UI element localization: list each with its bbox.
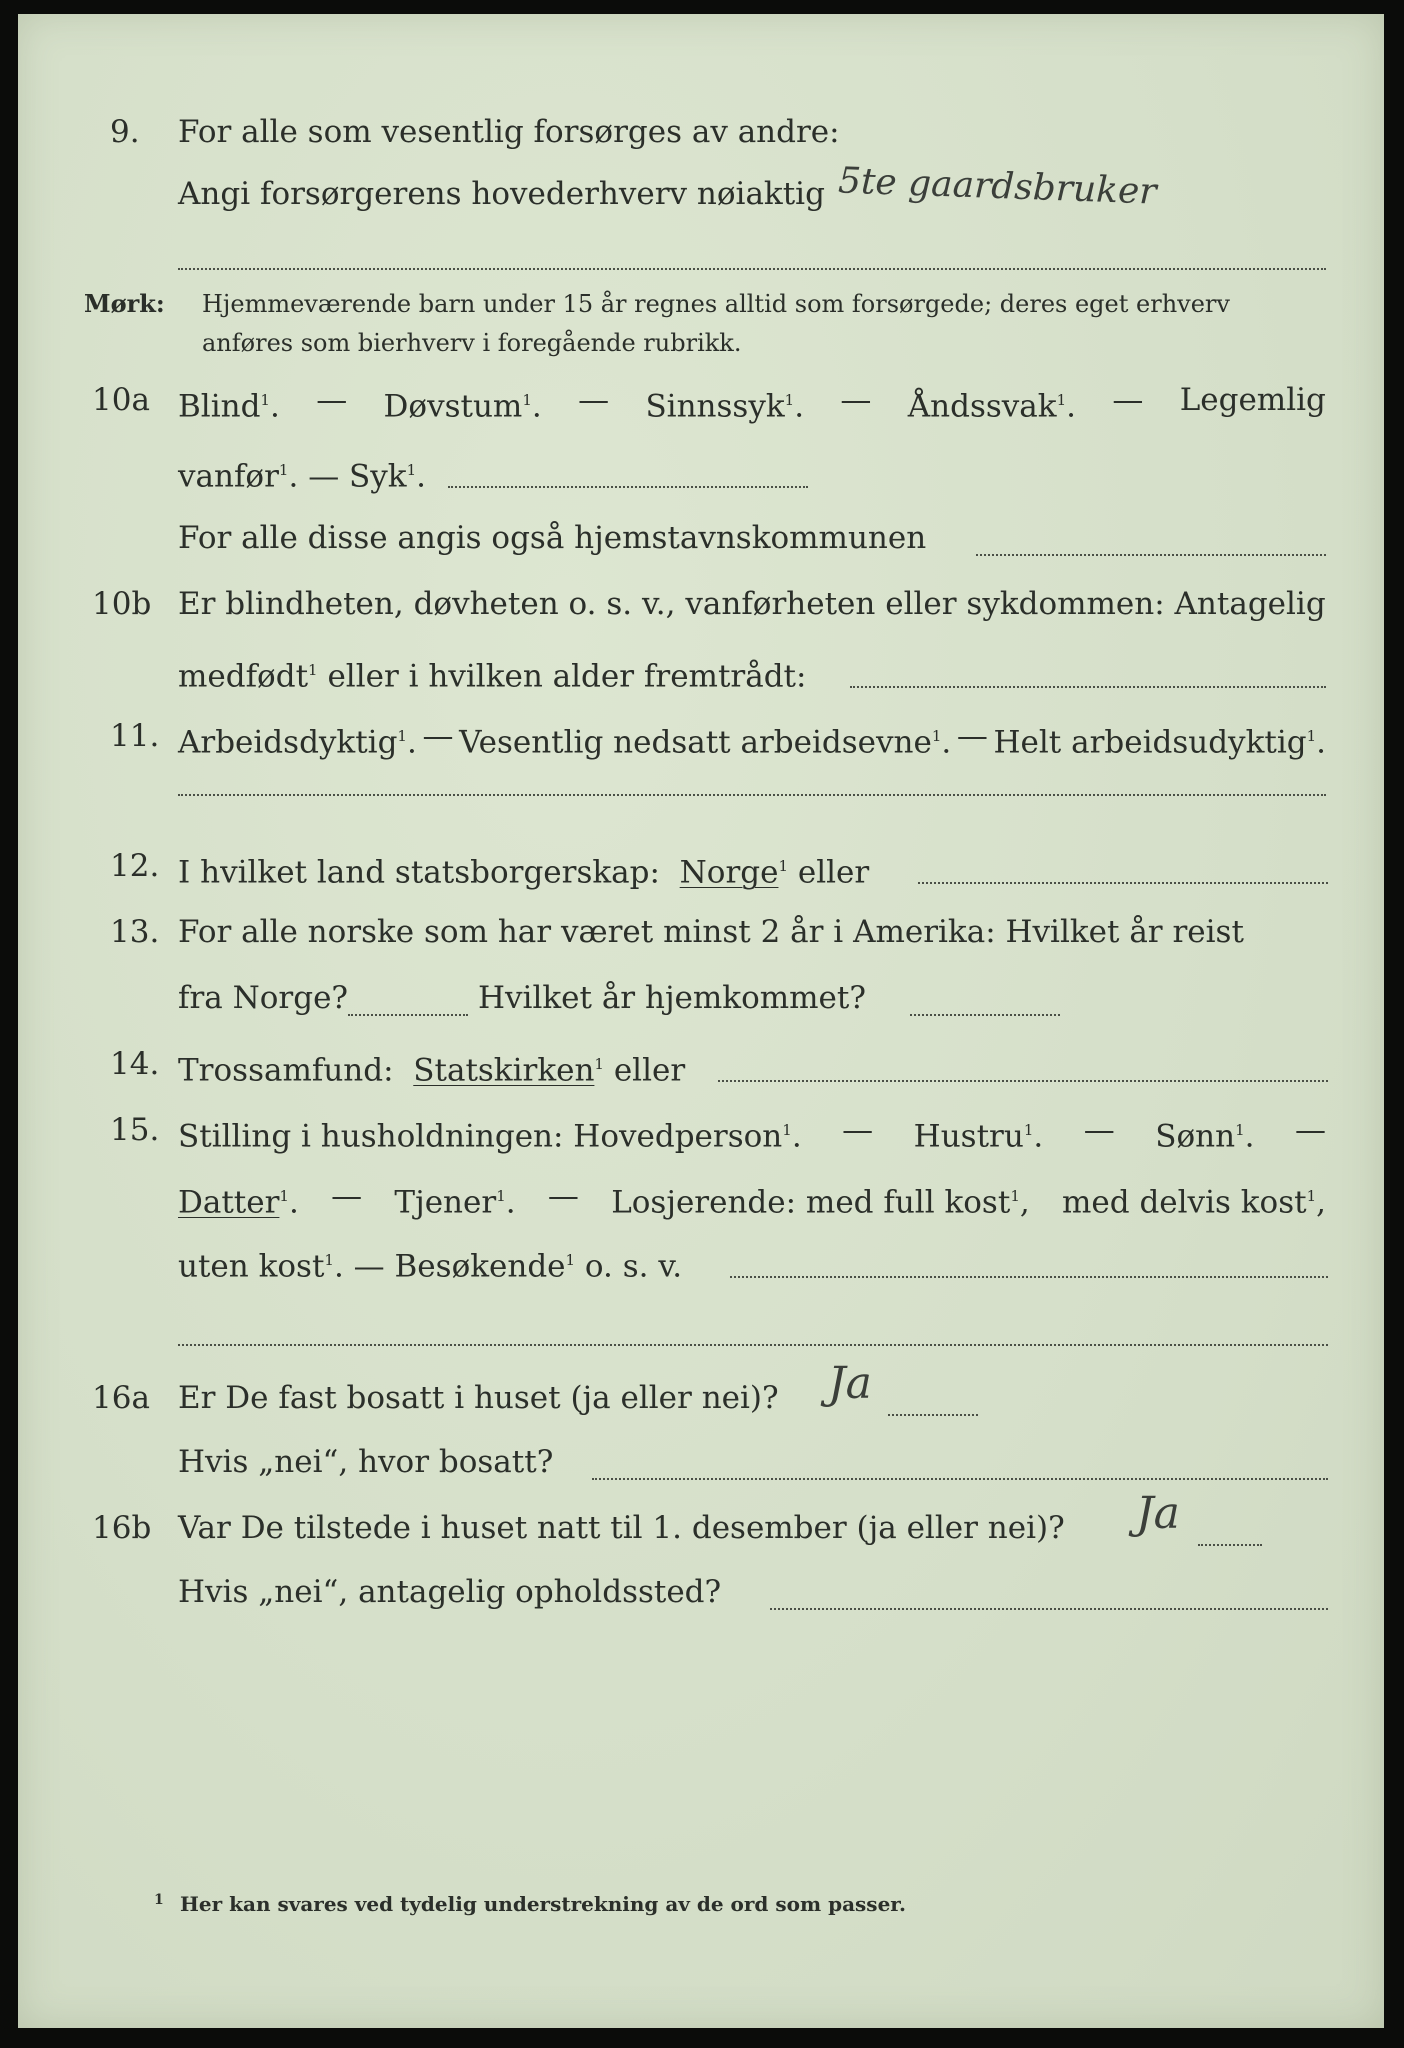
- dash: —: [353, 1248, 385, 1285]
- dash: —: [316, 382, 348, 418]
- item-13-line2b: Hvilket år hjemkommet?: [478, 980, 866, 1016]
- item-16b-number: 16b: [92, 1510, 152, 1546]
- option-hustru: Hustru: [913, 1118, 1024, 1155]
- dash: —: [842, 1112, 874, 1148]
- option-uten-kost: uten kost: [178, 1248, 325, 1285]
- item-16a-blank-line-2: [592, 1478, 1328, 1480]
- item-9-line1: For alle som vesentlig forsørges av andre:: [178, 114, 840, 150]
- footnote-mark: 1: [154, 1892, 164, 1908]
- item-10a-line1: Blind$^1$. — Døvstum$^1$. — Sinnssyk$^1$. — Åndssvak$^1$. — Legemlig: [178, 382, 1326, 425]
- osv-label: o. s. v.: [584, 1248, 683, 1285]
- option-tjener: Tjener: [394, 1184, 497, 1221]
- dash: —: [578, 382, 610, 418]
- item-10a-blank-line: [448, 486, 808, 488]
- option-nedsatt: Vesentlig nedsatt arbeidsevne: [459, 724, 932, 761]
- footnote-text: Her kan svares ved tydelig understrekning av de ord som passer.: [180, 1892, 906, 1916]
- option-dovstum: Døvstum: [383, 388, 523, 425]
- dash: —: [956, 718, 988, 754]
- note-line1: Hjemmeværende barn under 15 år regnes alltid som forsørgede; deres eget erhverv: [202, 290, 1230, 318]
- dash: —: [308, 458, 340, 495]
- religion-question: Trossamfund:: [178, 1052, 394, 1089]
- footnote-mark: 1: [931, 727, 942, 745]
- footnote-mark: 1: [1306, 1187, 1317, 1205]
- item-16a-number: 16a: [92, 1380, 150, 1416]
- item-12-blank-line: [918, 882, 1328, 884]
- footnote-mark: 1: [308, 661, 318, 679]
- footnote-mark: 1: [1023, 1121, 1034, 1139]
- item-10b-number: 10b: [92, 586, 152, 622]
- item-16b-handwritten-answer: Ja: [1136, 1488, 1180, 1539]
- footnote-mark: 1: [782, 1121, 792, 1139]
- item-10a-number: 10a: [92, 382, 150, 418]
- footnote-mark: 1: [397, 727, 407, 745]
- dash: —: [1083, 1112, 1115, 1148]
- footnote-mark: 1: [1235, 1121, 1245, 1139]
- footnote-mark: 1: [324, 1251, 334, 1269]
- option-norge: Norge: [679, 854, 779, 891]
- option-sinnssyk: Sinnssyk: [645, 388, 785, 425]
- item-10b-blank-line: [850, 686, 1326, 688]
- footnote-mark: 1: [522, 391, 532, 409]
- option-blind: Blind: [178, 388, 261, 425]
- item-10b-line1: Er blindheten, døvheten o. s. v., vanførheten eller sykdommen: Antagelig: [178, 586, 1326, 622]
- dash: —: [331, 1178, 363, 1214]
- citizenship-question: I hvilket land statsborgerskap:: [178, 854, 660, 891]
- dash: —: [1294, 1112, 1326, 1148]
- footnote-mark: 1: [565, 1251, 576, 1269]
- option-syk: Syk: [349, 458, 407, 495]
- item-16a-line2: Hvis „nei“, hvor bosatt?: [178, 1444, 554, 1480]
- option-statskirken: Statskirken: [413, 1052, 595, 1089]
- item-9-number: 9.: [110, 114, 140, 150]
- option-medfodt: medfødt: [178, 658, 309, 695]
- item-13-line1: For alle norske som har været minst 2 år i Amerika: Hvilket år reist: [178, 914, 1244, 950]
- item-12-line: [178, 846, 869, 892]
- item-10a-blank-line-2: [976, 554, 1326, 556]
- item-16a-blank-line: [888, 1414, 978, 1416]
- item-12-number: 12.: [110, 848, 160, 884]
- footnote-mark: 1: [784, 391, 795, 409]
- option-arbeidsdyktig: Arbeidsdyktig: [178, 724, 398, 761]
- item-13-blank-line-1: [348, 1014, 468, 1016]
- item-11-line: Arbeidsdyktig$^1$. — Vesentlig nedsatt arbeidsevne$^1$. — Helt arbeidsudyktig$^1$.: [178, 718, 1326, 761]
- item-16a-line1: Er De fast bosatt i huset (ja eller nei)?: [178, 1380, 779, 1416]
- dash: —: [1112, 382, 1144, 418]
- item-14-line: [178, 1044, 685, 1090]
- item-9-handwritten-answer: 5te gaardsbruker: [837, 160, 1158, 213]
- age-question: eller i hvilken alder fremtrådt:: [327, 658, 807, 695]
- option-andssvak: Åndssvak: [907, 388, 1057, 425]
- footnote-mark: 1: [1010, 1187, 1020, 1205]
- footnote-mark: 1: [260, 391, 270, 409]
- option-vanfor: vanfør: [178, 458, 279, 495]
- option-besokende: Besøkende: [394, 1248, 566, 1285]
- item-10a-line3: For alle disse angis også hjemstavnskommunen: [178, 520, 927, 556]
- note-label: Mørk:: [84, 289, 165, 318]
- footnote-mark: 1: [594, 1055, 604, 1073]
- item-16a-handwritten-answer: Ja: [828, 1358, 872, 1409]
- footnote-mark: 1: [1306, 727, 1317, 745]
- household-position: Stilling i husholdningen: Hovedperson: [178, 1118, 783, 1155]
- option-udyktig: Helt arbeidsudyktig: [993, 724, 1307, 761]
- footnote-mark: 1: [279, 1187, 289, 1205]
- option-full-kost: Losjerende: med full kost: [611, 1184, 1011, 1221]
- item-13-number: 13.: [110, 914, 160, 950]
- footnote-mark: 1: [1056, 391, 1067, 409]
- footnote-mark: 1: [278, 461, 289, 479]
- eller-label: eller: [797, 854, 870, 891]
- item-13-line2a: fra Norge?: [178, 980, 349, 1016]
- dash: —: [422, 718, 454, 754]
- item-14-number: 14.: [110, 1046, 160, 1082]
- item-9-blank-line: [178, 268, 1326, 270]
- item-13-blank-line-2: [910, 1014, 1060, 1016]
- item-9-line2: Angi forsørgerens hovederhverv nøiaktig: [178, 176, 825, 212]
- option-legemlig: Legemlig: [1179, 382, 1326, 418]
- item-15-line1: Stilling i husholdningen: Hovedperson$^1$. — Hustru$^1$. — Sønn$^1$. —: [178, 1112, 1326, 1155]
- item-10a-line2: vanfør$^1$. — Syk$^1$.: [178, 458, 426, 495]
- item-15-line2: Datter$^1$. — Tjener$^1$. — Losjerende: med full kost$^1$, med delvis kost$^1$,: [178, 1178, 1326, 1221]
- census-form-page: [18, 14, 1384, 2028]
- item-15-blank-line: [730, 1276, 1328, 1278]
- footnote-mark: 1: [406, 461, 417, 479]
- item-11-blank-line: [178, 794, 1326, 796]
- item-16b-line2: Hvis „nei“, antagelig opholdssted?: [178, 1574, 722, 1610]
- footnote-mark: 1: [778, 857, 789, 875]
- footnote-mark: 1: [496, 1187, 506, 1205]
- item-14-blank-line: [718, 1080, 1328, 1082]
- item-16b-line1: Var De tilstede i huset natt til 1. desember (ja eller nei)?: [178, 1510, 1065, 1546]
- note-line2: anføres som bierhverv i foregående rubrikk.: [202, 329, 742, 357]
- item-15-number: 15.: [110, 1112, 160, 1148]
- eller-label: eller: [613, 1052, 686, 1089]
- item-16b-blank-line-2: [770, 1608, 1328, 1610]
- item-16b-blank-line: [1198, 1544, 1262, 1546]
- option-datter: Datter: [178, 1184, 280, 1221]
- item-15-line3: uten kost$^1$. — Besøkende$^1$ o. s. v.: [178, 1248, 683, 1285]
- dash: —: [840, 382, 872, 418]
- dash: —: [547, 1178, 579, 1214]
- option-delvis-kost: med delvis kost: [1062, 1184, 1307, 1221]
- option-sonn: Sønn: [1155, 1118, 1236, 1155]
- item-10b-line2: [178, 650, 806, 696]
- item-15-blank-line-2: [178, 1344, 1328, 1346]
- item-11-number: 11.: [110, 718, 160, 754]
